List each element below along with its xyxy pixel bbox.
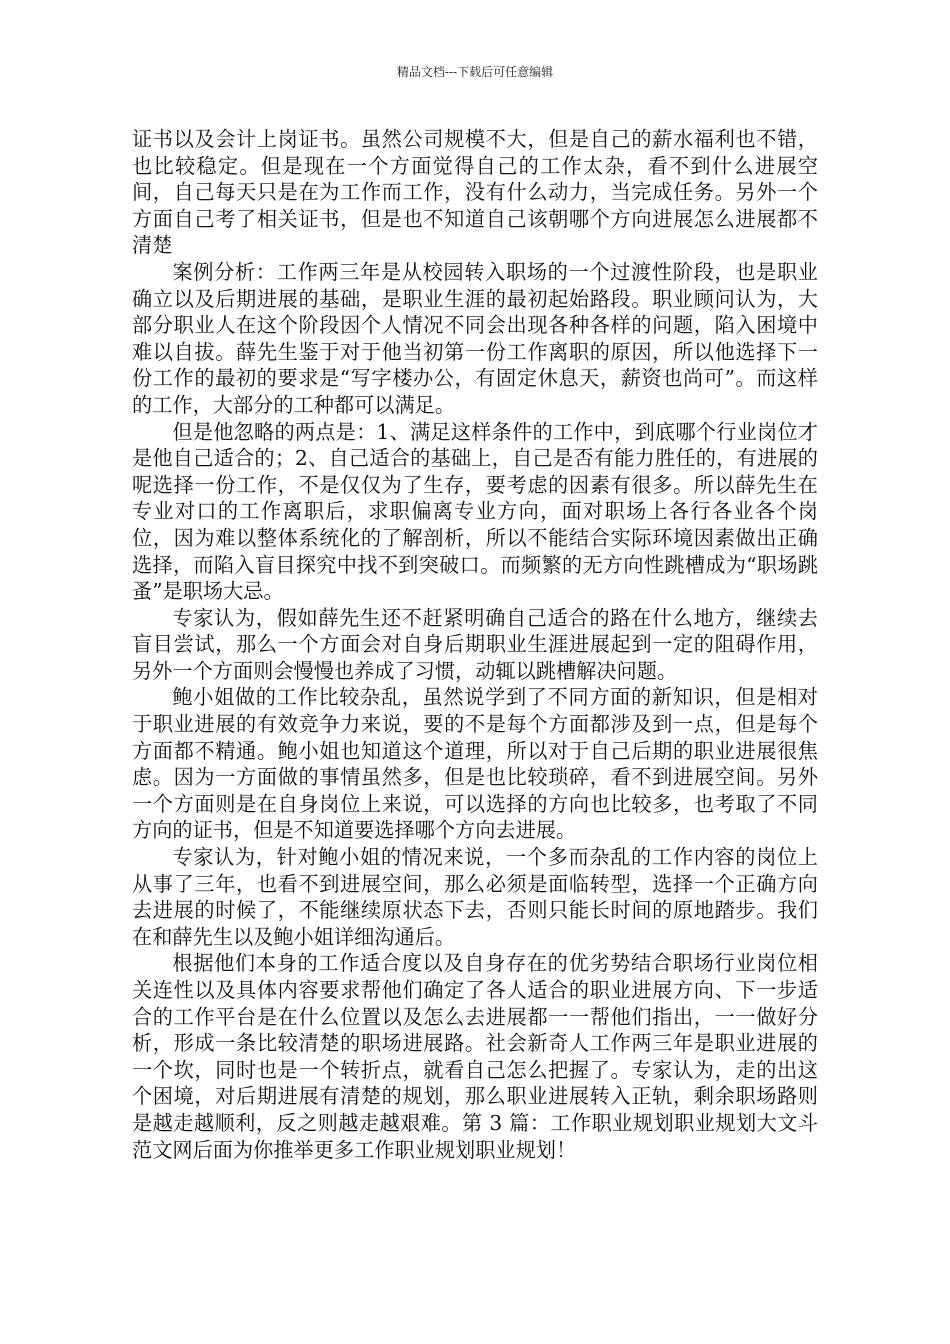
paragraph-expert-opinion-xue: 专家认为，假如薛先生还不赶紧明确自己适合的路在什么地方，继续去盲目尝试，那么一个方面会对自身后期职业生涯进展起到一定的阻碍作用，另外一个方面则会慢慢也养成了习惯，动辄以跳槽解决问题。 (132, 605, 818, 683)
paragraph-miss-bao: 鲍小姐做的工作比较杂乱，虽然说学到了不同方面的新知识，但是相对于职业进展的有效竞争力来说，要的不是每个方面都涉及到一点，但是每个方面都不精通。鲍小姐也知道这个道理，所以对于自己后期的职业进展很焦虑。因为一方面做的事情虽然多，但是也比较琐碎，看不到进展空间。另外一个方面则是在自身岗位上来说，可以选择的方向也比较多，也考取了不同方向的证书，但是不知道要选择哪个方向去进展。 (132, 685, 818, 843)
document-body (132, 126, 818, 1163)
paragraph-overlooked-points: 但是他忽略的两点是：1、满足这样条件的工作中，到底哪个行业岗位才是他自己适合的；2、自己适合的基础上，自己是否有能力胜任的，有进展的呢选择一份工作，不是仅仅为了生存，要考虑的因素有很多。所以薛先生在专业对口的工作离职后，求职偏离专业方向，面对职场上各行各业各个岗位，因为难以整体系统化的了解剖析，所以不能结合实际环境因素做出正确选择，而陷入盲目探究中找不到突破口。而频繁的无方向性跳槽成为“职场跳蚤”是职场大忌。 (132, 419, 818, 604)
paragraph-conclusion: 根据他们本身的工作适合度以及自身存在的优劣势结合职场行业岗位相关连性以及具体内容要求帮他们确定了各人适合的职业进展方向、下一步适合的工作平台是在什么位置以及怎么去进展都一一帮他们指出，一一做好分析，形成一条比较清楚的职场进展路。社会新奇人工作两三年是职业进展的一个坎，同时也是一个转折点，就看自己怎么把握了。专家认为，走的出这个困境，对后期进展有清楚的规划，那么职业进展转入正轨，剩余职场路则是越走越顺利，反之则越走越艰难。第 3 篇：工作职业规划职业规划大文斗范文网后面为你推举更多工作职业规划职业规划！ (132, 951, 818, 1162)
paragraph-case-analysis: 案例分析：工作两三年是从校园转入职场的一个过渡性阶段，也是职业确立以及后期进展的基础，是职业生涯的最初起始路段。职业顾问认为，大部分职业人在这个阶段因个人情况不同会出现各种各样的问题，陷入困境中难以自拔。薛先生鉴于对于他当初第一份工作离职的原因，所以他选择下一份工作的最初的要求是“写字楼办公，有固定休息天，薪资也尚可”。而这样的工作，大部分的工种都可以满足。 (132, 259, 818, 417)
paragraph-certificates: 证书以及会计上岗证书。虽然公司规模不大，但是自己的薪水福利也不错，也比较稳定。但是现在一个方面觉得自己的工作太杂，看不到什么进展空间，自己每天只是在为工作而工作，没有什么动力，当完成任务。另外一个方面自己考了相关证书，但是也不知道自己该朝哪个方向进展怎么进展都不清楚 (132, 127, 818, 258)
paragraph-expert-opinion-bao: 专家认为，针对鲍小姐的情况来说，一个多而杂乱的工作内容的岗位上从事了三年，也看不到进展空间，那么必须是面临转型，选择一个正确方向去进展的时候了，不能继续原状态下去，否则只能长时间的原地踏步。我们在和薛先生以及鲍小姐详细沟通后。 (132, 845, 818, 949)
page-header: 精品文档---下载后可任意编辑 (396, 65, 554, 79)
